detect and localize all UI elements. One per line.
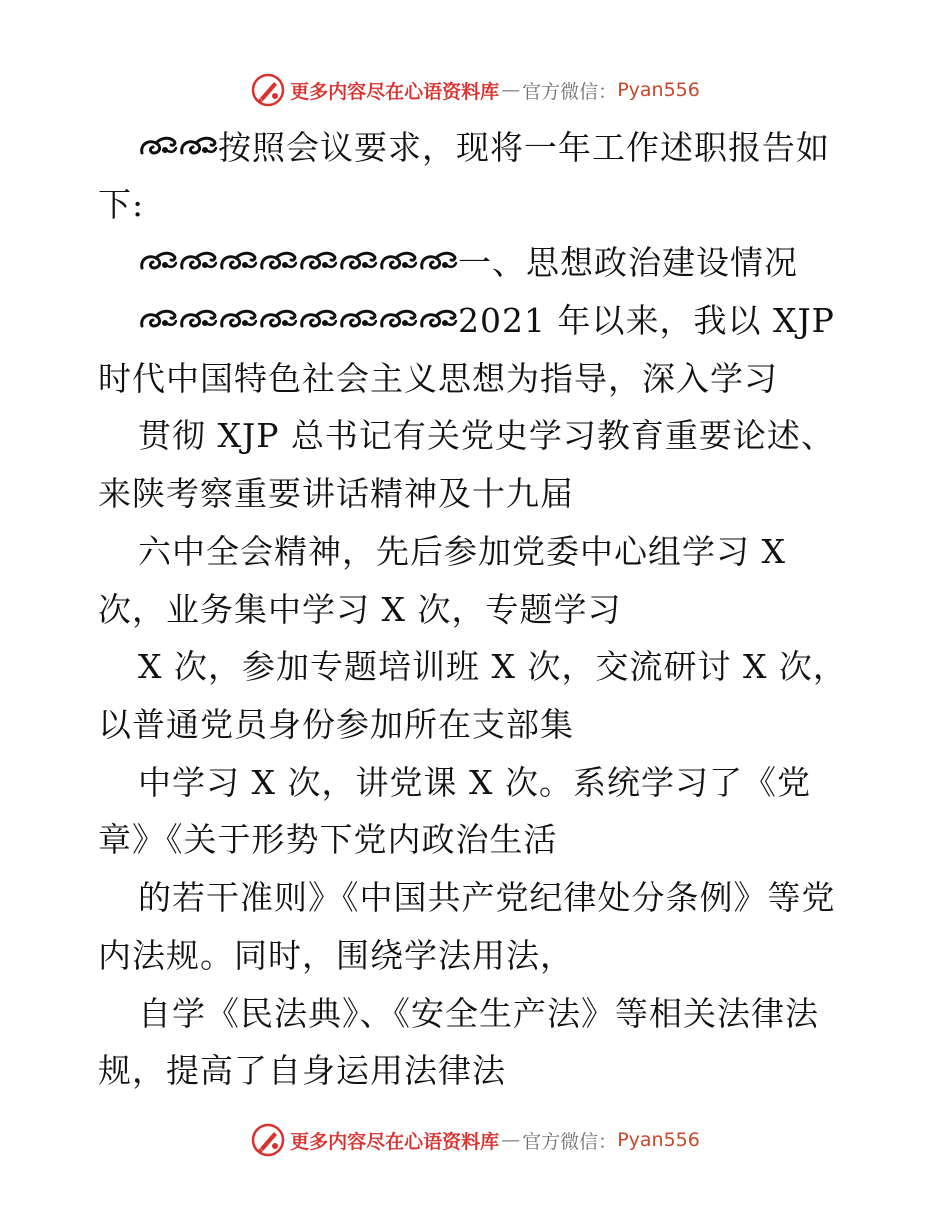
paragraph-line: 2021 年以来，我以 XJP <box>138 301 835 341</box>
watermark-wechat-id: Pyan556 <box>617 79 700 101</box>
paragraph-line: 来陕考察重要讲话精神及十九届 <box>98 474 574 513</box>
paragraph-line: 时代中国特色社会主义思想为指导，深入学习 <box>98 359 778 398</box>
ornament-icon <box>138 246 178 276</box>
ornament-icon <box>178 246 218 276</box>
watermark-separator: — <box>501 1129 521 1151</box>
paragraph-line: X 次，参加专题培训班 X 次，交流研讨 X 次， <box>138 647 847 686</box>
footer-watermark <box>0 1120 950 1160</box>
ornament-icon <box>378 246 418 276</box>
ornament-icon <box>298 304 338 334</box>
paragraph-line: 以普通党员身份参加所在支部集 <box>98 705 574 744</box>
ornament-icon <box>138 304 178 334</box>
ornament-icon <box>298 246 338 276</box>
ornament-icon <box>178 304 218 334</box>
section-heading: 一、思想政治建设情况 <box>138 243 798 283</box>
paragraph-line: 的若干准则》《中国共产党纪律处分条例》等党 <box>138 878 836 917</box>
paragraph-line: 规，提高了自身运用法律法 <box>98 1051 506 1090</box>
ornament-icon <box>338 246 378 276</box>
ornament-icon <box>218 304 258 334</box>
paragraph-line: 内法规。同时，围绕学法用法， <box>98 936 574 975</box>
paragraph-line: 六中全会精神，先后参加党委中心组学习 X <box>138 532 786 571</box>
ornament-icon <box>258 304 298 334</box>
pen-seal-icon <box>250 1122 286 1158</box>
ornament-icon <box>178 131 218 161</box>
ornament-icon <box>418 304 458 334</box>
watermark-wechat-id: Pyan556 <box>617 1129 700 1151</box>
paragraph-line: 章》《关于形势下党内政治生活 <box>98 820 558 859</box>
paragraph-line: 按照会议要求，现将一年工作述职报告如 <box>138 128 830 168</box>
ornament-icon <box>418 246 458 276</box>
watermark-separator: — <box>501 79 521 101</box>
ornament-icon <box>258 246 298 276</box>
paragraph-line: 次，业务集中学习 X 次，专题学习 <box>98 590 622 629</box>
ornament-icon <box>378 304 418 334</box>
watermark-wechat-label: 官方微信： <box>522 1130 618 1153</box>
pen-seal-icon <box>250 72 286 108</box>
watermark-wechat-label: 官方微信： <box>522 80 618 103</box>
paragraph-line: 贯彻 XJP 总书记有关党史学习教育重要论述、 <box>138 416 835 455</box>
paragraph-line: 下: <box>98 185 145 224</box>
watermark-brand: 更多内容尽在心语资料库 <box>290 1130 500 1153</box>
paragraph-line: 中学习 X 次，讲党课 X 次。系统学习了《党 <box>138 763 811 802</box>
header-watermark <box>0 70 950 110</box>
ornament-icon <box>138 131 178 161</box>
ornament-icon <box>338 304 378 334</box>
paragraph-line: 自学《民法典》、《安全生产法》等相关法律法 <box>138 994 819 1033</box>
ornament-icon <box>218 246 258 276</box>
watermark-brand: 更多内容尽在心语资料库 <box>290 80 500 103</box>
